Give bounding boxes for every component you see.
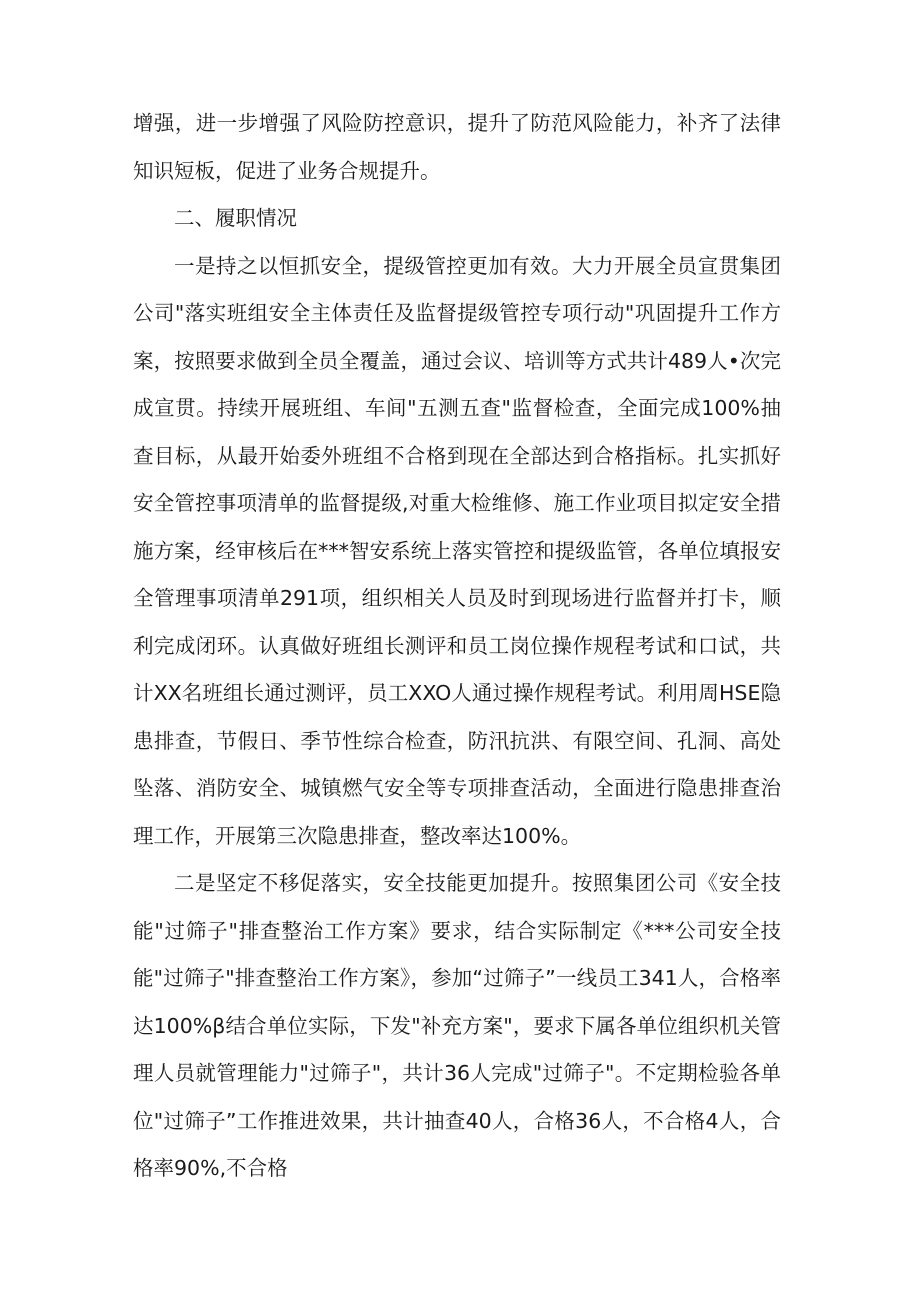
paragraph-item-one: 一是持之以恒抓安全，提级管控更加有效。大力开展全员宣贯集团公司"落实班组安全主体责任及监督提级管控专项行动"巩固提升工作方案，按照要求做到全员全覆盖，通过会议、培训等方式共计489人•次完成宣贯。持续开展班组、车间"五测五查"监督检查，全面完成100%抽查目标，从最开始委外班组不合格到现在全部达到合格指标。扎实抓好安全管控事项清单的监督提级,对重大检维修、施工作业项目拟定安全措施方案，经审核后在***智安系统上落实管控和提级监管，各单位填报安全管理事项清单291项，组织相关人员及时到现场进行监督并打卡，顺利完成闭环。认真做好班组长测评和员工岗位操作规程考试和口试，共计XX名班组长通过测评，员工XXO人通过操作规程考试。利用周HSE隐患排查，节假日、季节性综合检查，防汛抗洪、有限空间、孔洞、高处坠落、消防安全、城镇燃气安全等专项排查活动，全面进行隐患排查治理工作，开展第三次隐患排查，整改率达100%。 [133, 253, 781, 848]
section-heading: 二、履职情况 [174, 206, 297, 230]
continuation-paragraph: 增强，进一步增强了风险防控意识，提升了防范风险能力，补齐了法律知识短板，促进了业务合规提升。 [133, 111, 781, 183]
document-body [133, 100, 781, 1193]
paragraph-item-two: 二是坚定不移促落实，安全技能更加提升。按照集团公司《安全技能"过筛子"排查整治工作方案》要求，结合实际制定《***公司安全技能"过筛子"排查整治工作方案》，参加“过筛子”一线员工341人，合格率达100%β结合单位实际，下发"补充方案"，要求下属各单位组织机关管理人员就管理能力"过筛子"，共计36人完成"过筛子"。不定期检验各单位"过筛子”工作推进效果，共计抽查40人，合格36人，不合格4人，合格率90%,不合格 [133, 871, 781, 1180]
